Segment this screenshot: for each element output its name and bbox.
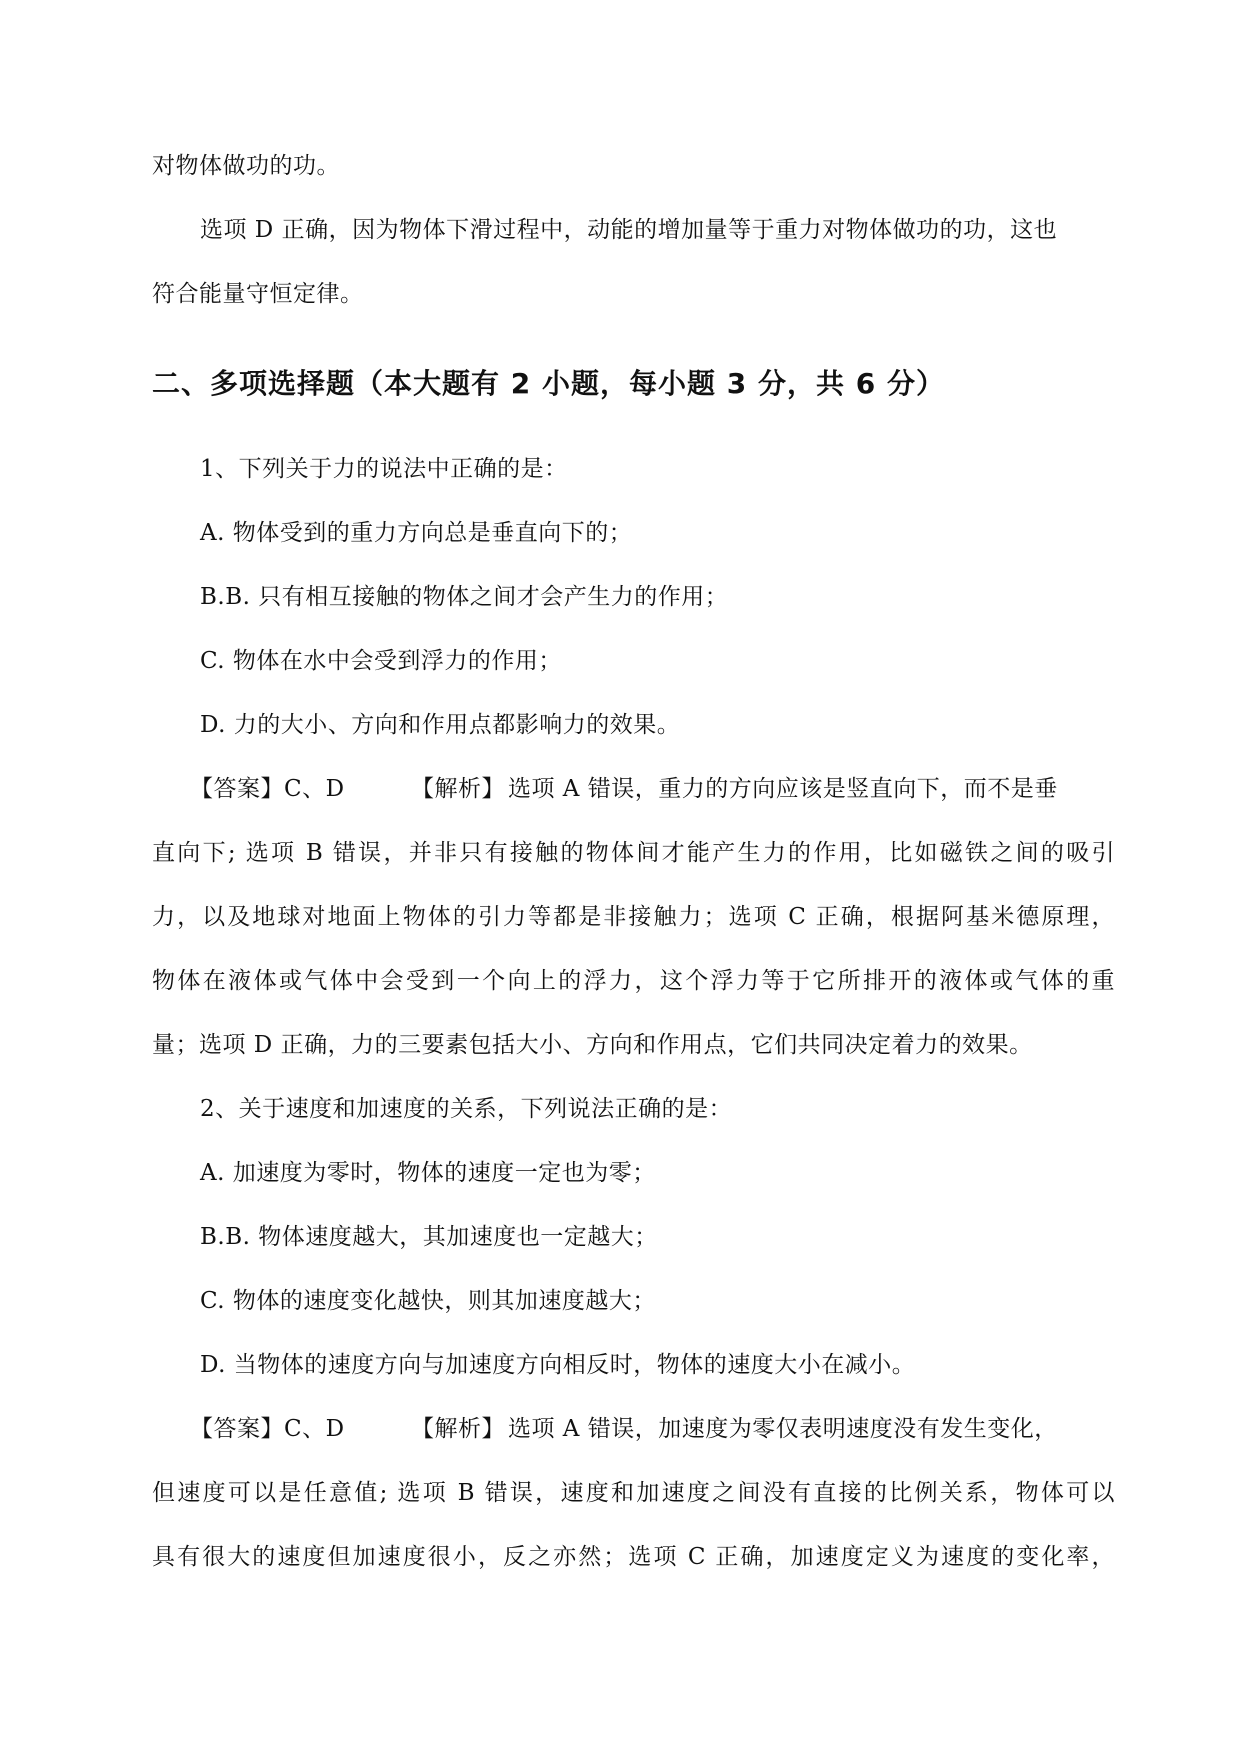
option-c: C. 物体的速度变化越快，则其加速度越大；	[200, 1288, 656, 1314]
analysis-line: 物体在液体或气体中会受到一个向上的浮力，这个浮力等于它所排开的液体或气体的重	[152, 968, 1115, 994]
analysis-line: 具有很大的速度但加速度很小，反之亦然；选项 C 正确，加速度定义为速度的变化率，	[152, 1544, 1115, 1570]
analysis-label: 【解析】	[411, 776, 505, 802]
option-c: C. 物体在水中会受到浮力的作用；	[200, 648, 562, 674]
question-stem: 2、关于速度和加速度的关系，下列说法正确的是：	[200, 1096, 733, 1122]
analysis-line: 选项 A 错误，重力的方向应该是竖直向下，而不是垂	[508, 776, 1058, 802]
section-heading: 二、多项选择题（本大题有 2 小题，每小题 3 分，共 6 分）	[152, 367, 945, 400]
option-d: D. 当物体的速度方向与加速度方向相反时，物体的速度大小在减小。	[200, 1352, 916, 1378]
option-a: A. 加速度为零时，物体的速度一定也为零；	[200, 1160, 656, 1186]
option-b: B.B. 物体速度越大，其加速度也一定越大；	[200, 1224, 658, 1250]
analysis-label: 【解析】	[411, 1416, 505, 1442]
question-stem: 1、下列关于力的说法中正确的是：	[200, 456, 568, 482]
answer-label: 【答案】C、D	[190, 1416, 345, 1442]
analysis-line: 但速度可以是任意值; 选项 B 错误，速度和加速度之间没有直接的比例关系，物体可以	[152, 1480, 1115, 1506]
option-a: A. 物体受到的重力方向总是垂直向下的；	[200, 520, 633, 546]
analysis-line: 选项 A 错误，加速度为零仅表明速度没有发生变化，	[508, 1416, 1058, 1442]
analysis-line: 力，以及地球对地面上物体的引力等都是非接触力；选项 C 正确，根据阿基米德原理，	[152, 904, 1115, 930]
paragraph-line: 符合能量守恒定律。	[152, 281, 364, 307]
analysis-line: 量；选项 D 正确，力的三要素包括大小、方向和作用点，它们共同决定着力的效果。	[152, 1032, 1033, 1058]
option-b: B.B. 只有相互接触的物体之间才会产生力的作用；	[200, 584, 729, 610]
analysis-line: 直向下; 选项 B 错误，并非只有接触的物体间才能产生力的作用，比如磁铁之间的吸引	[152, 840, 1115, 866]
paragraph-line: 对物体做功的功。	[152, 153, 340, 179]
paragraph-line: 选项 D 正确，因为物体下滑过程中，动能的增加量等于重力对物体做功的功，这也	[200, 217, 1058, 243]
option-d: D. 力的大小、方向和作用点都影响力的效果。	[200, 712, 681, 738]
answer-label: 【答案】C、D	[190, 776, 345, 802]
